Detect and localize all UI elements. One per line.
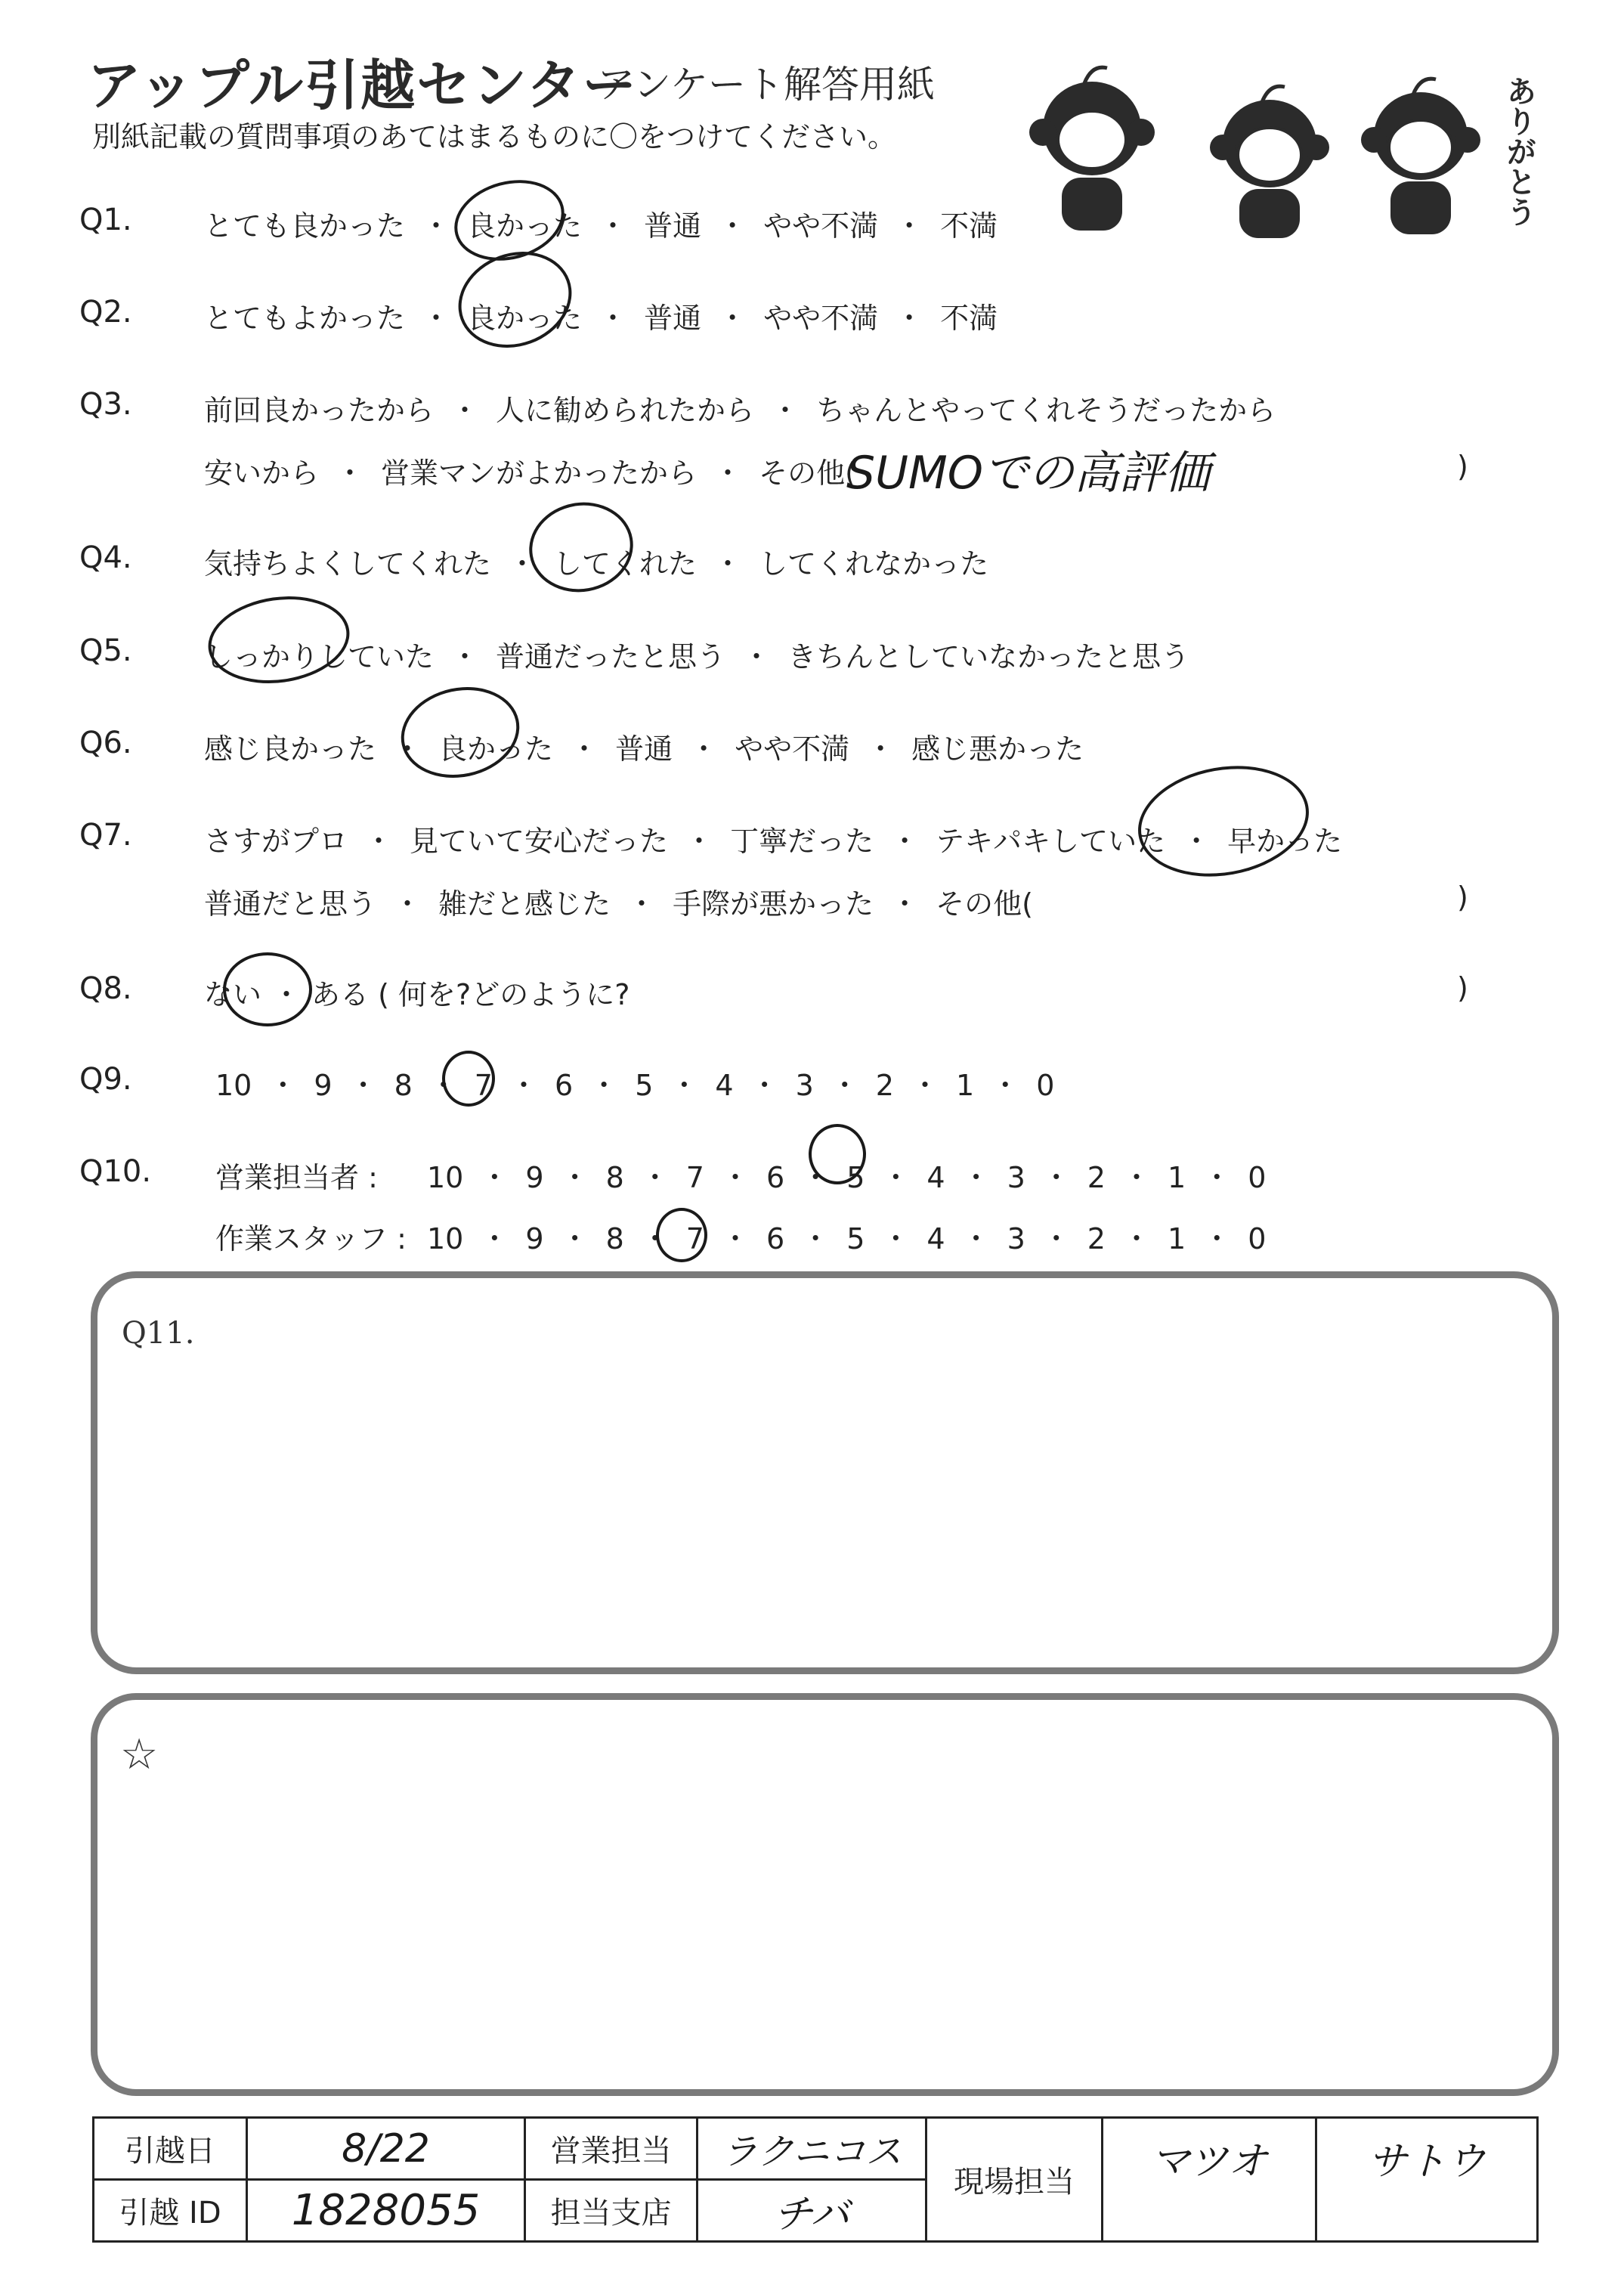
instruction-text: 別紙記載の質問事項のあてはまるものに〇をつけてください。 [92,120,897,153]
site-rep-label: 現場担当 [926,2118,1103,2242]
q10-sales-score[interactable]: 0 [1248,1161,1267,1194]
q1-option[interactable]: とても良かった [204,209,406,243]
q7-option[interactable]: 雑だと感じた [438,887,611,921]
q4-option[interactable]: 気持ちよくしてくれた [204,547,492,580]
q7-other-label: その他( [936,887,1033,921]
q6-option[interactable]: 感じ良かった [204,732,377,766]
q7-number: Q7. [79,818,132,853]
q4-option-selected[interactable]: してくれた [553,547,698,580]
q5-option-selected[interactable]: しっかりしていた [204,640,435,673]
q9-score[interactable]: 3 [795,1069,814,1102]
q10-staff-scale: 10 ・ 9 ・ 8 ・ 7 ・ 6 ・ 5 ・ 4 ・ 3 ・ 2 ・ 1 ・ 0 [427,1222,1267,1255]
q2-option-selected[interactable]: 良かった [467,302,583,335]
q6-option[interactable]: 普通 [615,732,673,766]
form-title: アップル引越センター [87,54,639,117]
q2-option[interactable]: 不満 [940,302,998,335]
q2-options: とてもよかった ・ 良かった ・ 普通 ・ やや不満 ・ 不満 [204,302,998,335]
monkey-mascot-icon [1210,86,1329,238]
branch-label: 担当支店 [525,2180,698,2242]
q10-staff-score[interactable]: 10 [427,1222,464,1255]
q9-score[interactable]: 0 [1036,1069,1055,1102]
q2-selection-circle [445,237,586,364]
q11-label: Q11. [122,1316,195,1351]
q7-selection-circle [1129,753,1317,889]
q8-number: Q8. [79,971,132,1006]
q5-number: Q5. [79,633,132,668]
q3-option[interactable]: 安いから [204,457,320,490]
q9-score[interactable]: 9 [314,1069,333,1102]
q3-other-label: その他( [759,457,856,490]
q1-option[interactable]: やや不満 [763,209,879,243]
q10-staff-score[interactable]: 8 [605,1222,624,1255]
star-icon: ☆ [120,1730,159,1779]
move-id-value[interactable]: 1828055 [247,2180,525,2242]
q9-scale: 10 ・ 9 ・ 8 ・ 7 ・ 6 ・ 5 ・ 4 ・ 3 ・ 2 ・ 1 ・ 0 [215,1069,1055,1102]
q10-sales-score[interactable]: 10 [427,1161,464,1194]
q7-option[interactable]: 丁寧だった [730,825,874,858]
q10-sales-score-selected[interactable]: 5 [846,1161,865,1194]
q9-selection-circle [442,1051,495,1107]
q9-score[interactable]: 6 [554,1069,574,1102]
q10-sales-score[interactable]: 6 [766,1161,785,1194]
q10-staff-score[interactable]: 9 [525,1222,544,1255]
q7-option[interactable]: さすがプロ [204,825,348,858]
q9-score[interactable]: 1 [956,1069,975,1102]
q10-staff-score[interactable]: 3 [1007,1222,1025,1255]
site-rep-value-1[interactable]: マツオ [1103,2118,1316,2242]
q7-options-line2: 普通だと思う ・ 雑だと感じた ・ 手際が悪かった ・ その他( [204,887,1033,921]
q2-option[interactable]: 普通 [644,302,702,335]
move-id-label: 引越 ID [94,2180,247,2242]
q10-sales-score[interactable]: 2 [1087,1161,1106,1194]
q10-staff-score[interactable]: 2 [1087,1222,1106,1255]
q1-option[interactable]: 普通 [644,209,702,243]
q10-staff-score[interactable]: 5 [846,1222,865,1255]
q4-number: Q4. [79,540,132,575]
q9-score[interactable]: 8 [394,1069,413,1102]
q9-score-selected[interactable]: 7 [474,1069,493,1102]
q9-score[interactable]: 2 [875,1069,894,1102]
q8-detail-close: ) [1457,971,1468,1005]
q2-number: Q2. [79,295,132,330]
move-date-value[interactable]: 8/22 [247,2118,525,2180]
q6-option-selected[interactable]: 良かった [438,732,554,766]
q10-sales-scale: 10 ・ 9 ・ 8 ・ 7 ・ 6 ・ 5 ・ 4 ・ 3 ・ 2 ・ 1 ・ 0 [427,1161,1267,1194]
q10-sales-score[interactable]: 7 [685,1161,704,1194]
branch-value[interactable]: チバ [698,2180,926,2242]
q4-selection-circle [522,494,640,600]
q1-option-selected[interactable]: 良かった [467,209,583,243]
q10-staff-score[interactable]: 4 [926,1222,945,1255]
q10-sales-score[interactable]: 4 [926,1161,945,1194]
monkey-mascot-icon [1361,79,1480,234]
q5-option[interactable]: きちんとしていなかったと思う [787,640,1190,673]
q10-sales-score[interactable]: 1 [1168,1161,1186,1194]
q8-option[interactable]: ある [311,978,370,1011]
q10-staff-score[interactable]: 6 [766,1222,785,1255]
q1-number: Q1. [79,203,132,237]
q3-option[interactable]: 営業マンがよかったから [381,457,698,490]
q3-option[interactable]: 人に勧められたから [496,394,755,427]
q10-staff-score-selected[interactable]: 7 [685,1222,704,1255]
q10-sales-score[interactable]: 9 [525,1161,544,1194]
monkey-mascots-illustration [1013,45,1542,249]
q1-option[interactable]: 不満 [940,209,998,243]
sales-rep-value[interactable]: ラクニコス [698,2118,926,2180]
q6-option[interactable]: やや不満 [735,732,850,766]
q3-other-close: ) [1457,450,1468,483]
q5-selection-circle [203,587,355,692]
q5-option[interactable]: 普通だったと思う [496,640,726,673]
q1-options: とても良かった ・ 良かった ・ 普通 ・ やや不満 ・ 不満 [204,209,998,243]
monkey-mascot-icon [1029,67,1155,231]
q3-other-handwritten[interactable]: SUMOでの高評価 [846,447,1210,500]
q9-score[interactable]: 5 [635,1069,654,1102]
q3-number: Q3. [79,387,132,422]
q7-option[interactable]: 普通だと思う [204,887,377,921]
q6-number: Q6. [79,726,132,760]
q3-options-line2: 安いから ・ 営業マンがよかったから ・ その他( [204,457,856,490]
q3-option[interactable]: 前回良かったから [204,394,435,427]
q3-options-line1: 前回良かったから ・ 人に勧められたから ・ ちゃんとやってくれそうだったから [204,394,1276,427]
q8-options: ない ・ ある ( 何を?どのように? [204,978,630,1011]
q9-score[interactable]: 10 [215,1069,252,1102]
q9-number: Q9. [79,1062,132,1097]
q8-detail: ( 何を?どのように? [378,978,630,1011]
q10-sales-selection-circle [809,1124,866,1184]
q10-staff-label: 作業スタッフ : [215,1222,407,1255]
q6-selection-circle [392,676,527,788]
q11-comment-box[interactable] [91,1271,1559,1674]
q7-other-close: ) [1457,881,1468,914]
q4-options: 気持ちよくしてくれた ・ してくれた ・ してくれなかった [204,547,989,580]
q2-option[interactable]: やや不満 [763,302,879,335]
q3-option[interactable]: ちゃんとやってくれそうだったから [816,394,1276,427]
footer-info-table [92,2116,1539,2243]
star-comment-box[interactable] [91,1693,1559,2096]
q9-score[interactable]: 4 [715,1069,734,1102]
q7-options-line1: さすがプロ ・ 見ていて安心だった ・ 丁寧だった ・ テキパキしていた ・ 早かった [204,825,1343,858]
q7-option[interactable]: 手際が悪かった [673,887,874,921]
q6-option[interactable]: 感じ悪かった [911,732,1084,766]
mascot-caption: ありがとう [1502,76,1536,227]
q7-option-selected[interactable]: 早かった [1227,825,1343,858]
q7-option[interactable]: 見ていて安心だった [410,825,669,858]
q10-staff-selection-circle [656,1208,707,1262]
q8-selection-circle [223,952,312,1026]
q4-option[interactable]: してくれなかった [759,547,989,580]
form-subtitle: アンケート解答用紙 [597,63,935,107]
q6-options: 感じ良かった ・ 良かった ・ 普通 ・ やや不満 ・ 感じ悪かった [204,732,1084,766]
q2-option[interactable]: とてもよかった [204,302,406,335]
q10-staff-score[interactable]: 1 [1168,1222,1186,1255]
site-rep-value-2[interactable]: サトウ [1316,2118,1538,2242]
q8-option-selected[interactable]: ない [204,978,262,1011]
q10-staff-score[interactable]: 0 [1248,1222,1267,1255]
sales-rep-label: 営業担当 [525,2118,698,2180]
q10-number: Q10. [79,1154,152,1189]
q10-sales-score[interactable]: 8 [605,1161,624,1194]
q10-sales-score[interactable]: 3 [1007,1161,1025,1194]
q7-option[interactable]: テキパキしていた [936,825,1166,858]
q5-options: しっかりしていた ・ 普通だったと思う ・ きちんとしていなかったと思う [204,640,1190,673]
q10-sales-label: 営業担当者 : [215,1161,378,1194]
move-date-label: 引越日 [94,2118,247,2180]
